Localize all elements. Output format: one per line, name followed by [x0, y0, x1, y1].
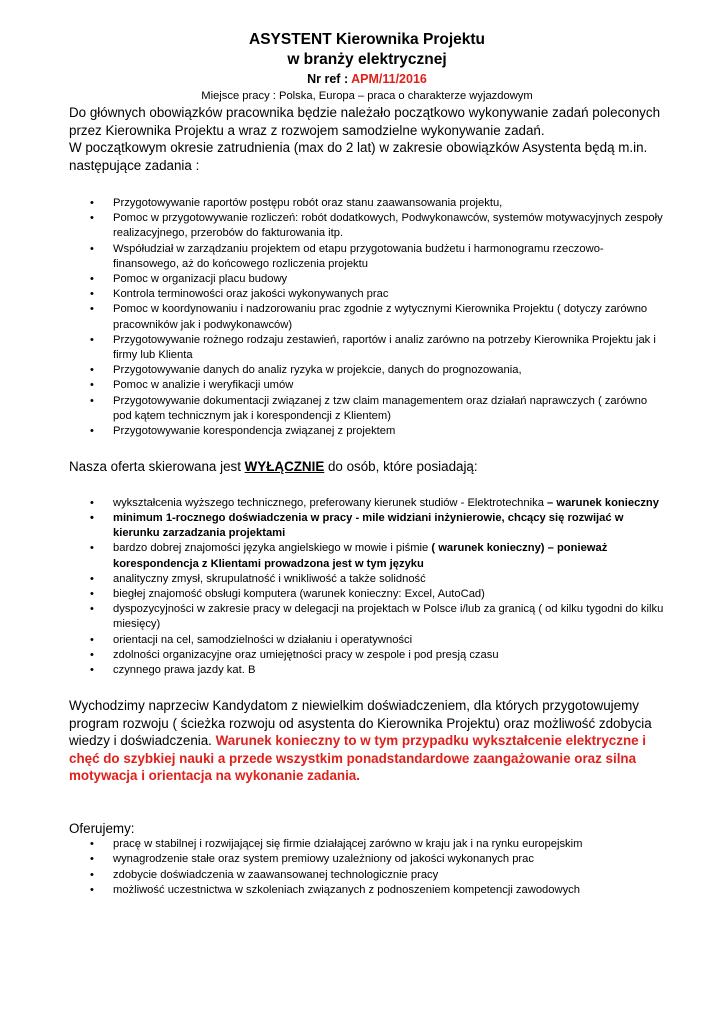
duties-intro-paragraph-2: W początkowym okresie zatrudnienia (max do 2 lat) w zakresie obowiązków Asystenta będą m.in. następujące zadania : [69, 140, 648, 173]
list-item-text: wynagrodzenie stałe oraz system premiowy uzależniony od jakości wykonanych prac [113, 853, 534, 866]
list-item [69, 211, 665, 241]
bullet-icon: • [90, 273, 94, 286]
requirement-text: wykształcenia wyższego technicznego, preferowany kierunek studiów - Elektrotechnika [113, 496, 548, 509]
list-item-text: analityczny zmysł, skrupulatność i wnikliwość a także solidność [113, 572, 426, 585]
bullet-icon: • [90, 242, 94, 255]
list-item-text: Przygotowywanie rożnego rodzaju zestawień, raportów i analiz zarówno na potrzeby Kierownika Projektu jak i firmy lub Klienta [113, 333, 656, 362]
list-item-text: zdolności organizacyjne oraz umiejętności pracy w zespole i pod presją czasu [113, 648, 499, 661]
list-item [69, 511, 665, 541]
list-item [69, 648, 665, 663]
list-item-text: Przygotowywanie danych do analiz ryzyka w projekcie, danych do prognozowania, [113, 364, 522, 377]
closing-paragraph [69, 697, 665, 785]
list-item [69, 242, 665, 272]
requirement-text: bardzo dobrej znajomości języka angielskiego w mowie i piśmie [113, 542, 432, 555]
requirements-list [69, 496, 665, 572]
requirement-emphasis: ( warunek konieczny) – ponieważ korespondencja z Klientami prowadzona jest w tym języku [113, 542, 608, 570]
list-item-text: Przygotowywanie dokumentacji związanej z tzw claim managementem oraz działań naprawczych ( zarówno pod kątem technicznym jak i korespondencji z Klientem) [113, 394, 648, 422]
list-item [69, 572, 665, 587]
bullet-icon: • [90, 303, 94, 316]
benefits-list [69, 837, 665, 898]
bullet-icon: • [90, 496, 94, 509]
list-item-text: orientacji na cel, samodzielności w działaniu i operatywności [113, 633, 413, 646]
bullet-icon: • [90, 364, 94, 377]
list-item [69, 496, 665, 511]
list-item [69, 587, 665, 602]
list-item [69, 302, 665, 332]
bullet-icon: • [90, 333, 94, 346]
list-item [69, 852, 665, 867]
duties-list [69, 196, 665, 439]
list-item-text: biegłej znajomość obsługi komputera (warunek konieczny: Excel, AutoCad) [113, 587, 485, 600]
list-item [69, 378, 665, 393]
list-item [69, 883, 665, 898]
requirement-emphasis: minimum 1-rocznego doświadczenia w pracy - mile widziani inżynierowie, chcący się rozwijać w kierunku zarzadzania projektami [113, 511, 624, 540]
bullet-icon: • [90, 603, 94, 616]
closing-highlight: Warunek konieczny to w tym przypadku wykształcenie elektryczne i chęć do szybkiej nauki a przede wszystkim ponadstandardowe zaangażowanie oraz silna motywacja i orientacja na wykonanie zadania. [69, 733, 647, 784]
closing-text: Wychodzimy naprzeciw Kandydatom z niewielkim doświadczeniem, dla których przygotowujemy program rozwoju ( ścieżka rozwoju od asystenta do Kierownika Projektu) oraz możliwość zdobycia wiedzy i doświadczenia. [69, 698, 652, 749]
bullet-icon: • [90, 425, 94, 438]
bullet-icon: • [90, 587, 94, 600]
list-item-text: czynnego prawa jazdy kat. B [113, 663, 256, 676]
document-header [69, 30, 665, 104]
list-item [69, 424, 665, 439]
job-subtitle: w branży elektrycznej [287, 51, 447, 68]
list-item-text: zdobycie doświadczenia w zaawansowanej technologicznie pracy [113, 868, 439, 881]
list-item [69, 837, 665, 852]
job-location: Miejsce pracy : Polska, Europa – praca o charakterze wyjazdowym [201, 90, 533, 102]
bullet-icon: • [90, 379, 94, 392]
list-item [69, 394, 665, 424]
list-item-text: Przygotowywanie korespondencja związanej z projektem [113, 425, 396, 438]
offer-lead-emphasis: WYŁĄCZNIE [244, 459, 325, 475]
offer-lead-text-end: do osób, które posiadają: [324, 459, 478, 475]
duties-intro-paragraph: Do głównych obowiązków pracownika będzie należało początkowo wykonywanie zadań poleconych przez Kierownika Projektu a wraz z rozwojem samodzielne wykonywanie zadań. [69, 105, 661, 138]
list-item [69, 868, 665, 883]
list-item [69, 633, 665, 648]
reference-value: APM/11/2016 [351, 72, 427, 86]
list-item-text: Kontrola terminowości oraz jakości wykonywanych prac [113, 288, 389, 301]
bullet-icon: • [90, 394, 94, 407]
bullet-icon: • [90, 511, 94, 524]
offer-lead [69, 458, 665, 476]
list-item [69, 602, 665, 632]
list-item [69, 333, 665, 363]
list-item-text: Pomoc w analizie i weryfikacji umów [113, 379, 294, 392]
reference-label: Nr ref : [307, 72, 352, 86]
bullet-icon: • [90, 633, 94, 646]
list-item [69, 663, 665, 678]
list-item-text: Pomoc w organizacji placu budowy [113, 273, 288, 286]
bullet-icon: • [90, 288, 94, 301]
bullet-icon: • [90, 868, 94, 881]
list-item-text: Przygotowywanie raportów postępu robót oraz stanu zaawansowania projektu, [113, 197, 503, 209]
bullet-icon: • [90, 212, 94, 225]
list-item [69, 196, 665, 211]
reference-number [69, 71, 665, 87]
list-item-text: Pomoc w przygotowywanie rozliczeń: robót dodatkowych, Podwykonawców, systemów motywacyjnych zespoły realizacyjnego, przerobów do fakturowania itp. [113, 212, 663, 240]
bullet-icon: • [90, 572, 94, 585]
list-item-text: dyspozycyjności w zakresie pracy w delegacji na projektach w Polsce i/lub za granicą ( od kilku tygodni do kilku miesięcy) [113, 603, 664, 631]
bullet-icon: • [90, 883, 94, 896]
bullet-icon: • [90, 542, 94, 555]
list-item-text: możliwość uczestnictwa w szkoleniach związanych z podnoszeniem kompetencji zawodowych [113, 883, 580, 896]
list-item [69, 363, 665, 378]
requirement-emphasis: – warunek konieczny [547, 496, 659, 509]
list-item [69, 287, 665, 302]
list-item-text: pracę w stabilnej i rozwijającej się firmie działającej zarówno w kraju jak i na rynku europejskim [113, 838, 583, 851]
list-item-text: Współudział w zarządzaniu projektem od etapu przygotowania budżetu i harmonogramu rzeczowo-finansowego, aż do końcowego rozliczenia projektu [113, 242, 604, 270]
bullet-icon: • [90, 648, 94, 661]
list-item [69, 541, 665, 571]
bullet-icon: • [90, 853, 94, 866]
job-title: ASYSTENT Kierownika Projektu [249, 31, 485, 48]
bullet-icon: • [90, 838, 94, 851]
list-item [69, 272, 665, 287]
offer-lead-text: Nasza oferta skierowana jest [69, 459, 245, 475]
benefits-heading: Oferujemy: [69, 820, 135, 836]
bullet-icon: • [90, 197, 94, 209]
list-item-text: Pomoc w koordynowaniu i nadzorowaniu prac zgodnie z wytycznymi Kierownika Projektu ( dotyczy zarówno pracowników jak i podwykonawców) [113, 303, 648, 331]
bullet-icon: • [90, 663, 94, 676]
requirements-list-continued [69, 572, 665, 678]
